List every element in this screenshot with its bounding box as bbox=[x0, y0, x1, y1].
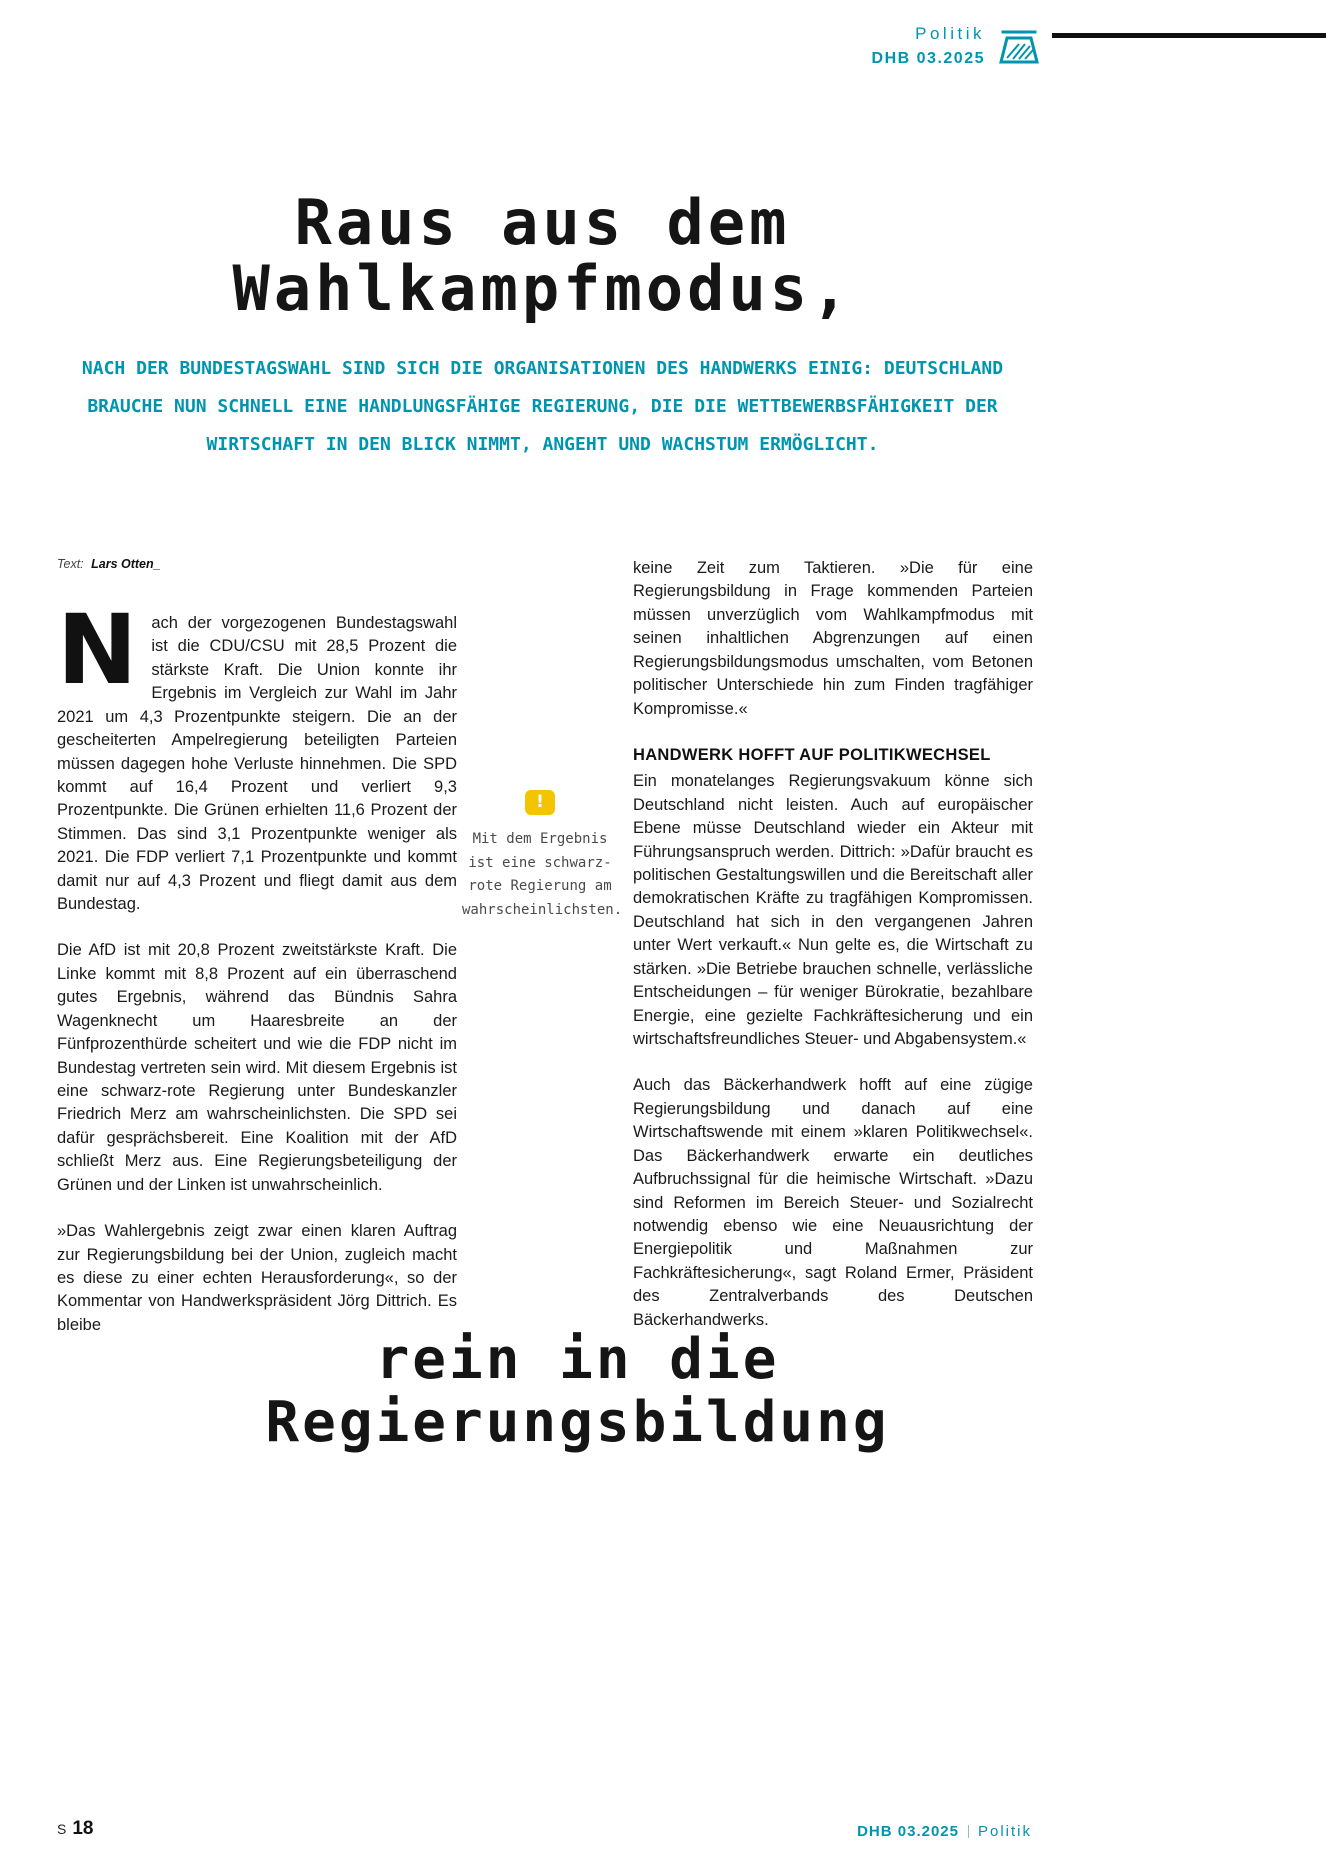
top-rule bbox=[1052, 33, 1326, 38]
byline-label: Text: bbox=[57, 557, 84, 571]
pullquote bbox=[462, 790, 623, 922]
exclamation-badge-icon: ! bbox=[525, 790, 555, 815]
paragraph: Ein monatelanges Regierungsvakuum könne sich Deutschland nicht leisten. Auch auf europäischer Ebene müsse Deutschland wieder ein Akteur mit Führungsanspruch werden. Dittrich: »Dafür braucht es politischen Gestaltungswillen und die Bereitschaft aller demokratischen Kräfte zu tragfähigen Kompromissen. Deutschland hat sich in den vergangenen Jahren unter Wert verkauft.« Nun gelte es, die Wirtschaft zu stärken. »Die Betriebe brauchen schnelle, verlässliche Entscheidungen – für weniger Bürokratie, bezahlbare Energie, eine gezielte Fachkräftesicherung und ein wirtschaftsfreundliches Steuer- und Abgabensystem.« bbox=[633, 772, 1033, 1049]
footer-page-number: 18 bbox=[72, 1818, 94, 1839]
page-title bbox=[40, 186, 1045, 326]
footer-page-indicator bbox=[57, 1818, 93, 1840]
footer-section-label: Politik bbox=[977, 1823, 1032, 1840]
paragraph: Die AfD ist mit 20,8 Prozent zweitstärkste Kraft. Die Linke kommt mit 8,8 Prozent auf ein überraschend gutes Ergebnis, während das Bündnis Sahra Wagenknecht um Haaresbreite an der Fünfprozenthürde scheitert und wie die FDP nicht im Bundestag vertreten sein wird. Mit diesem Ergebnis ist eine schwarz-rote Regierung unter Bundeskanzler Friedrich Merz am wahrscheinlichsten. Die SPD sei dafür gesprächsbereit. Eine Koalition mit der AfD schließt Merz aus. Eine Regierungsbeteiligung der Grünen und der Linken ist unwahrscheinlich. bbox=[57, 941, 457, 1194]
paragraph: Auch das Bäckerhandwerk hofft auf eine zügige Regierungsbildung und danach auf eine Wirtschaftswende mit einem »klaren Politikwechsel«. Das Bäckerhandwerk erwarte ein deutliches Aufbruchssignal für die heimische Wirtschaft. »Dazu sind Reformen im Bereich Steuer- und Sozialrecht notwendig ebenso wie eine Neuausrichtung der Energiepolitik und Maßnahmen zur Fachkräftesicherung«, sagt Roland Ermer, Präsident des Zentralverbands des Deutschen Bäckerhandwerks. bbox=[633, 1076, 1033, 1329]
dhb-logo-icon bbox=[995, 24, 1043, 70]
section-subhead: HANDWERK HOFFT AUF POLITIKWECHSEL bbox=[633, 745, 991, 764]
headline-bottom bbox=[40, 1328, 1115, 1455]
headline-line-1: Raus aus dem bbox=[294, 186, 791, 259]
article-column-right bbox=[633, 557, 1033, 1332]
headline-line-2: Wahlkampfmodus, bbox=[232, 252, 853, 326]
headline-bottom-line-1: rein in die bbox=[375, 1327, 780, 1392]
footer-issue-label: DHB 03.2025 bbox=[857, 1823, 959, 1840]
deck-text: NACH DER BUNDESTAGSWAHL SIND SICH DIE ORGANISATIONEN DES HANDWERKS EINIG: DEUTSCHLAND BRAUCHE NUN SCHNELL EINE HANDLUNGSFÄHIGE REGIERUNG, DIE DIE WETTBEWERBSFÄHIGKEIT DER WIRTSCHAFT IN DEN BLICK NIMMT, ANGEHT UND WACHSTUM ERMÖGLICHT. bbox=[81, 358, 1004, 456]
byline-author: Lars Otten_ bbox=[91, 557, 161, 571]
masthead bbox=[700, 24, 985, 68]
paragraph: »Das Wahlergebnis zeigt zwar einen klaren Auftrag zur Regierungsbildung bei der Union, zugleich macht es diese zu einer echten Herausforderung«, so der Kommentar von Handwerkspräsident Jörg Dittrich. Es bleibe bbox=[57, 1222, 457, 1334]
pullquote-text: Mit dem Ergebnis ist eine schwarz-rote Regierung am wahrscheinlichsten. bbox=[462, 831, 623, 918]
footer-page-prefix: S bbox=[57, 1821, 67, 1837]
paragraph: keine Zeit zum Taktieren. »Die für eine Regierungsbildung in Frage kommenden Parteien müssen unverzüglich vom Wahlkampfmodus mit seinen inhaltlichen Abgrenzungen auf einen Regierungsbildungsmodus umschalten, vom Betonen politischer Unterschiede hin zum Finden tragfähiger Kompromisse.« bbox=[633, 559, 1033, 718]
paragraph bbox=[57, 594, 457, 916]
headline-bottom-line-2: Regierungsbildung bbox=[265, 1390, 890, 1456]
article-column-left bbox=[57, 594, 457, 1337]
masthead-section-label: Politik bbox=[915, 24, 985, 43]
paragraph-text: ach der vorgezogenen Bundestagswahl ist die CDU/CSU mit 28,5 Prozent die stärkste Kraft. Die Union konnte ihr Ergebnis im Vergleich zur Wahl im Jahr 2021 um 4,3 Prozentpunkte steigern. Die an der gescheiterten Ampelregierung beteiligten Parteien müssen dagegen hohe Verluste hinnehmen. Die SPD kommt auf 16,4 Prozent und verliert 9,3 Prozentpunkte. Die Grünen erhielten 11,6 Prozent der Stimmen. Das sind 3,1 Prozentpunkte weniger als 2021. Die FDP verliert 7,1 Prozentpunkte und kommt damit nur auf 4,3 Prozent und fliegt damit aus dem Bundestag. bbox=[57, 614, 457, 914]
footer-separator bbox=[968, 1825, 969, 1838]
dropcap: N bbox=[57, 594, 138, 706]
byline bbox=[57, 557, 161, 571]
footer-issue-section bbox=[632, 1823, 1032, 1840]
masthead-issue-label: DHB 03.2025 bbox=[871, 50, 985, 67]
